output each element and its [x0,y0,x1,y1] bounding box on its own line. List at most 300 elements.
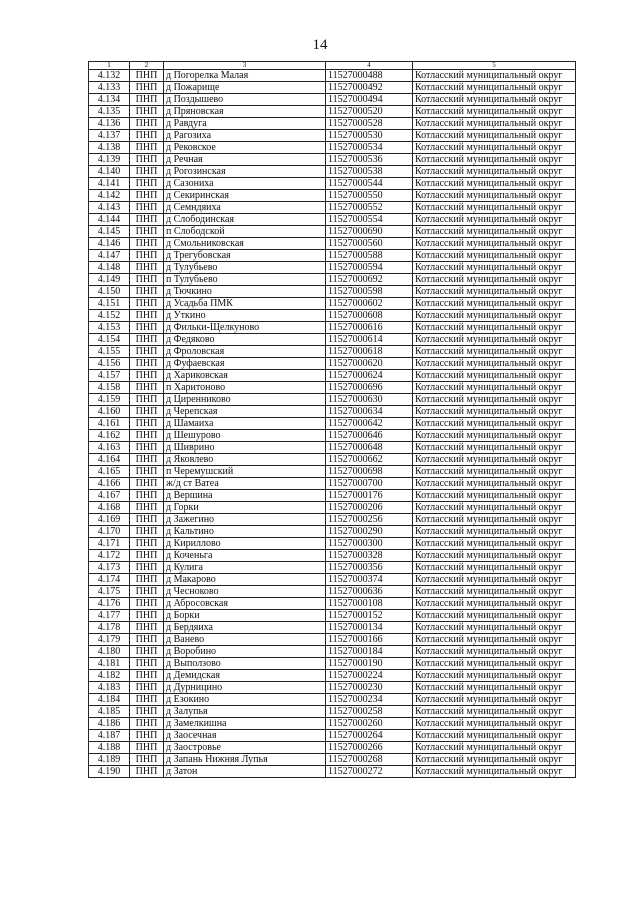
row-number-cell: 4.141 [89,178,130,190]
settlement-name-cell: д Речная [164,154,326,166]
settlement-name-cell: д Федяково [164,334,326,346]
row-number-cell: 4.187 [89,730,130,742]
settlement-name-cell: д Тючкино [164,286,326,298]
row-number-cell: 4.150 [89,286,130,298]
code-cell: 11527000534 [326,142,413,154]
type-cell: ПНП [130,526,164,538]
row-number-cell: 4.160 [89,406,130,418]
type-cell: ПНП [130,118,164,130]
code-cell: 11527000700 [326,478,413,490]
type-cell: ПНП [130,142,164,154]
region-cell: Котласский муниципальный округ [413,526,576,538]
type-cell: ПНП [130,442,164,454]
type-cell: ПНП [130,586,164,598]
row-number-cell: 4.182 [89,670,130,682]
settlement-name-cell: д Черепская [164,406,326,418]
region-cell: Котласский муниципальный округ [413,370,576,382]
table-row [89,298,576,310]
code-cell: 11527000646 [326,430,413,442]
region-cell: Котласский муниципальный округ [413,766,576,778]
settlement-name-cell: д Яковлево [164,454,326,466]
code-cell: 11527000166 [326,634,413,646]
settlement-name-cell: д Фильки-Щелкуново [164,322,326,334]
table-row [89,310,576,322]
settlement-name-cell: д Шешурово [164,430,326,442]
region-cell: Котласский муниципальный округ [413,730,576,742]
row-number-cell: 4.177 [89,610,130,622]
row-number-cell: 4.161 [89,418,130,430]
type-cell: ПНП [130,658,164,670]
code-cell: 11527000356 [326,562,413,574]
region-cell: Котласский муниципальный округ [413,238,576,250]
code-cell: 11527000618 [326,346,413,358]
settlement-name-cell: д Пожарище [164,82,326,94]
code-cell: 11527000494 [326,94,413,106]
settlement-name-cell: д Сазониха [164,178,326,190]
table-body [89,70,576,778]
region-cell: Котласский муниципальный округ [413,430,576,442]
type-cell: ПНП [130,214,164,226]
region-cell: Котласский муниципальный округ [413,298,576,310]
table-row [89,334,576,346]
row-number-cell: 4.166 [89,478,130,490]
region-cell: Котласский муниципальный округ [413,646,576,658]
code-cell: 11527000264 [326,730,413,742]
header-col-4: 4 [326,62,413,70]
table-row [89,250,576,262]
settlement-name-cell: д Вершина [164,490,326,502]
settlement-name-cell: д Борки [164,610,326,622]
table-header [89,62,576,70]
row-number-cell: 4.132 [89,70,130,82]
region-cell: Котласский муниципальный округ [413,262,576,274]
region-cell: Котласский муниципальный округ [413,358,576,370]
type-cell: ПНП [130,106,164,118]
type-cell: ПНП [130,634,164,646]
region-cell: Котласский муниципальный округ [413,550,576,562]
region-cell: Котласский муниципальный округ [413,190,576,202]
region-cell: Котласский муниципальный округ [413,538,576,550]
type-cell: ПНП [130,238,164,250]
region-cell: Котласский муниципальный округ [413,274,576,286]
row-number-cell: 4.156 [89,358,130,370]
code-cell: 11527000234 [326,694,413,706]
settlement-name-cell: д Заостровье [164,742,326,754]
table-row [89,370,576,382]
table-row [89,178,576,190]
settlement-name-cell: п Тулубьево [164,274,326,286]
settlement-name-cell: д Кириллово [164,538,326,550]
type-cell: ПНП [130,358,164,370]
row-number-cell: 4.154 [89,334,130,346]
region-cell: Котласский муниципальный округ [413,202,576,214]
row-number-cell: 4.168 [89,502,130,514]
row-number-cell: 4.146 [89,238,130,250]
row-number-cell: 4.181 [89,658,130,670]
header-col-3: 3 [164,62,326,70]
row-number-cell: 4.158 [89,382,130,394]
settlement-name-cell: д Демидская [164,670,326,682]
code-cell: 11527000588 [326,250,413,262]
row-number-cell: 4.145 [89,226,130,238]
row-number-cell: 4.174 [89,574,130,586]
type-cell: ПНП [130,562,164,574]
settlement-name-cell: д Запань Нижняя Лупья [164,754,326,766]
settlement-table [88,61,576,778]
type-cell: ПНП [130,646,164,658]
code-cell: 11527000260 [326,718,413,730]
table-row [89,538,576,550]
settlement-name-cell: д Погорелка Малая [164,70,326,82]
region-cell: Котласский муниципальный округ [413,514,576,526]
type-cell: ПНП [130,682,164,694]
settlement-name-cell: д Коченьга [164,550,326,562]
table-row [89,418,576,430]
row-number-cell: 4.136 [89,118,130,130]
code-cell: 11527000190 [326,658,413,670]
table-row [89,658,576,670]
row-number-cell: 4.139 [89,154,130,166]
type-cell: ПНП [130,490,164,502]
type-cell: ПНП [130,202,164,214]
table-row [89,730,576,742]
code-cell: 11527000550 [326,190,413,202]
code-cell: 11527000692 [326,274,413,286]
header-col-5: 5 [413,62,576,70]
code-cell: 11527000544 [326,178,413,190]
table-row [89,262,576,274]
type-cell: ПНП [130,598,164,610]
table-row [89,202,576,214]
table-row [89,190,576,202]
row-number-cell: 4.164 [89,454,130,466]
settlement-name-cell: д Зажегино [164,514,326,526]
row-number-cell: 4.142 [89,190,130,202]
table-row [89,154,576,166]
table-row [89,742,576,754]
code-cell: 11527000328 [326,550,413,562]
settlement-name-cell: д Бердяиха [164,622,326,634]
type-cell: ПНП [130,514,164,526]
code-cell: 11527000492 [326,82,413,94]
table-row [89,286,576,298]
settlement-name-cell: д Выползово [164,658,326,670]
settlement-name-cell: д Воробино [164,646,326,658]
table-row [89,214,576,226]
table-row [89,226,576,238]
settlement-name-cell: п Харитоново [164,382,326,394]
code-cell: 11527000488 [326,70,413,82]
row-number-cell: 4.155 [89,346,130,358]
region-cell: Котласский муниципальный округ [413,442,576,454]
table-row [89,646,576,658]
code-cell: 11527000552 [326,202,413,214]
type-cell: ПНП [130,610,164,622]
code-cell: 11527000290 [326,526,413,538]
region-cell: Котласский муниципальный округ [413,658,576,670]
table-row [89,142,576,154]
header-col-2: 2 [130,62,164,70]
type-cell: ПНП [130,670,164,682]
settlement-name-cell: д Циренниково [164,394,326,406]
code-cell: 11527000642 [326,418,413,430]
code-cell: 11527000258 [326,706,413,718]
region-cell: Котласский муниципальный округ [413,694,576,706]
region-cell: Котласский муниципальный округ [413,154,576,166]
region-cell: Котласский муниципальный округ [413,562,576,574]
region-cell: Котласский муниципальный округ [413,586,576,598]
type-cell: ПНП [130,538,164,550]
table-row [89,766,576,778]
row-number-cell: 4.148 [89,262,130,274]
region-cell: Котласский муниципальный округ [413,478,576,490]
type-cell: ПНП [130,178,164,190]
page-number: 14 [312,37,328,53]
table-row [89,406,576,418]
row-number-cell: 4.171 [89,538,130,550]
settlement-name-cell: д Слободинская [164,214,326,226]
row-number-cell: 4.169 [89,514,130,526]
settlement-name-cell: д Секиринская [164,190,326,202]
region-cell: Котласский муниципальный округ [413,454,576,466]
row-number-cell: 4.189 [89,754,130,766]
region-cell: Котласский муниципальный округ [413,334,576,346]
region-cell: Котласский муниципальный округ [413,226,576,238]
region-cell: Котласский муниципальный округ [413,610,576,622]
type-cell: ПНП [130,622,164,634]
region-cell: Котласский муниципальный округ [413,94,576,106]
row-number-cell: 4.137 [89,130,130,142]
table-row [89,382,576,394]
region-cell: Котласский муниципальный округ [413,106,576,118]
settlement-name-cell: д Рековское [164,142,326,154]
settlement-name-cell: д Смольниковская [164,238,326,250]
code-cell: 11527000256 [326,514,413,526]
type-cell: ПНП [130,394,164,406]
table-row [89,526,576,538]
table-row [89,574,576,586]
settlement-name-cell: д Фроловская [164,346,326,358]
type-cell: ПНП [130,298,164,310]
row-number-cell: 4.172 [89,550,130,562]
row-number-cell: 4.183 [89,682,130,694]
code-cell: 11527000554 [326,214,413,226]
code-cell: 11527000648 [326,442,413,454]
row-number-cell: 4.143 [89,202,130,214]
code-cell: 11527000620 [326,358,413,370]
code-cell: 11527000608 [326,310,413,322]
code-cell: 11527000266 [326,742,413,754]
region-cell: Котласский муниципальный округ [413,466,576,478]
settlement-name-cell: д Рогозинская [164,166,326,178]
type-cell: ПНП [130,694,164,706]
settlement-name-cell: д Равдуга [164,118,326,130]
type-cell: ПНП [130,466,164,478]
type-cell: ПНП [130,454,164,466]
type-cell: ПНП [130,574,164,586]
code-cell: 11527000230 [326,682,413,694]
table-row [89,166,576,178]
table-row [89,634,576,646]
type-cell: ПНП [130,166,164,178]
type-cell: ПНП [130,430,164,442]
table-row [89,550,576,562]
code-cell: 11527000630 [326,394,413,406]
code-cell: 11527000536 [326,154,413,166]
settlement-name-cell: д Макарово [164,574,326,586]
row-number-cell: 4.134 [89,94,130,106]
region-cell: Котласский муниципальный округ [413,718,576,730]
row-number-cell: 4.179 [89,634,130,646]
type-cell: ПНП [130,406,164,418]
row-number-cell: 4.184 [89,694,130,706]
row-number-cell: 4.175 [89,586,130,598]
table-row [89,586,576,598]
row-number-cell: 4.173 [89,562,130,574]
code-cell: 11527000374 [326,574,413,586]
code-cell: 11527000184 [326,646,413,658]
settlement-name-cell: д Хариковская [164,370,326,382]
code-cell: 11527000614 [326,334,413,346]
table-row [89,94,576,106]
region-cell: Котласский муниципальный округ [413,382,576,394]
region-cell: Котласский муниципальный округ [413,502,576,514]
code-cell: 11527000698 [326,466,413,478]
type-cell: ПНП [130,190,164,202]
settlement-name-cell: д Трегубовская [164,250,326,262]
region-cell: Котласский муниципальный округ [413,142,576,154]
table-row [89,82,576,94]
settlement-name-cell: д Шиврино [164,442,326,454]
region-cell: Котласский муниципальный округ [413,670,576,682]
region-cell: Котласский муниципальный округ [413,70,576,82]
code-cell: 11527000560 [326,238,413,250]
table-row [89,454,576,466]
code-cell: 11527000594 [326,262,413,274]
region-cell: Котласский муниципальный округ [413,118,576,130]
type-cell: ПНП [130,154,164,166]
row-number-cell: 4.188 [89,742,130,754]
type-cell: ПНП [130,478,164,490]
row-number-cell: 4.151 [89,298,130,310]
code-cell: 11527000224 [326,670,413,682]
table-row [89,514,576,526]
header-col-1: 1 [89,62,130,70]
table-row [89,718,576,730]
settlement-name-cell: д Тулубьево [164,262,326,274]
row-number-cell: 4.167 [89,490,130,502]
region-cell: Котласский муниципальный округ [413,598,576,610]
row-number-cell: 4.180 [89,646,130,658]
region-cell: Котласский муниципальный округ [413,214,576,226]
code-cell: 11527000616 [326,322,413,334]
region-cell: Котласский муниципальный округ [413,682,576,694]
code-cell: 11527000636 [326,586,413,598]
region-cell: Котласский муниципальный округ [413,346,576,358]
code-cell: 11527000134 [326,622,413,634]
code-cell: 11527000268 [326,754,413,766]
settlement-name-cell: д Усадьба ПМК [164,298,326,310]
row-number-cell: 4.170 [89,526,130,538]
row-number-cell: 4.176 [89,598,130,610]
type-cell: ПНП [130,262,164,274]
type-cell: ПНП [130,274,164,286]
table-row [89,610,576,622]
type-cell: ПНП [130,94,164,106]
region-cell: Котласский муниципальный округ [413,310,576,322]
row-number-cell: 4.190 [89,766,130,778]
table-row [89,106,576,118]
region-cell: Котласский муниципальный округ [413,490,576,502]
type-cell: ПНП [130,130,164,142]
row-number-cell: 4.153 [89,322,130,334]
table-row [89,682,576,694]
code-cell: 11527000176 [326,490,413,502]
region-cell: Котласский муниципальный округ [413,574,576,586]
region-cell: Котласский муниципальный округ [413,130,576,142]
settlement-name-cell: д Езокино [164,694,326,706]
type-cell: ПНП [130,742,164,754]
code-cell: 11527000538 [326,166,413,178]
code-cell: 11527000624 [326,370,413,382]
row-number-cell: 4.178 [89,622,130,634]
table-row [89,466,576,478]
code-cell: 11527000152 [326,610,413,622]
table-row [89,322,576,334]
code-cell: 11527000520 [326,106,413,118]
type-cell: ПНП [130,418,164,430]
table-row [89,118,576,130]
row-number-cell: 4.147 [89,250,130,262]
type-cell: ПНП [130,70,164,82]
type-cell: ПНП [130,226,164,238]
table-row [89,442,576,454]
settlement-name-cell: д Ванево [164,634,326,646]
region-cell: Котласский муниципальный округ [413,742,576,754]
row-number-cell: 4.165 [89,466,130,478]
table-row [89,502,576,514]
row-number-cell: 4.186 [89,718,130,730]
type-cell: ПНП [130,754,164,766]
code-cell: 11527000206 [326,502,413,514]
settlement-name-cell: д Кулига [164,562,326,574]
region-cell: Котласский муниципальный округ [413,286,576,298]
code-cell: 11527000530 [326,130,413,142]
type-cell: ПНП [130,82,164,94]
region-cell: Котласский муниципальный округ [413,706,576,718]
type-cell: ПНП [130,718,164,730]
table-row [89,670,576,682]
type-cell: ПНП [130,550,164,562]
code-cell: 11527000300 [326,538,413,550]
type-cell: ПНП [130,502,164,514]
type-cell: ПНП [130,334,164,346]
type-cell: ПНП [130,730,164,742]
settlement-name-cell: д Поздышево [164,94,326,106]
code-cell: 11527000696 [326,382,413,394]
row-number-cell: 4.157 [89,370,130,382]
row-number-cell: 4.185 [89,706,130,718]
row-number-cell: 4.163 [89,442,130,454]
region-cell: Котласский муниципальный округ [413,82,576,94]
row-number-cell: 4.138 [89,142,130,154]
row-number-cell: 4.133 [89,82,130,94]
region-cell: Котласский муниципальный округ [413,178,576,190]
code-cell: 11527000528 [326,118,413,130]
table-row [89,430,576,442]
table-row [89,754,576,766]
code-cell: 11527000108 [326,598,413,610]
